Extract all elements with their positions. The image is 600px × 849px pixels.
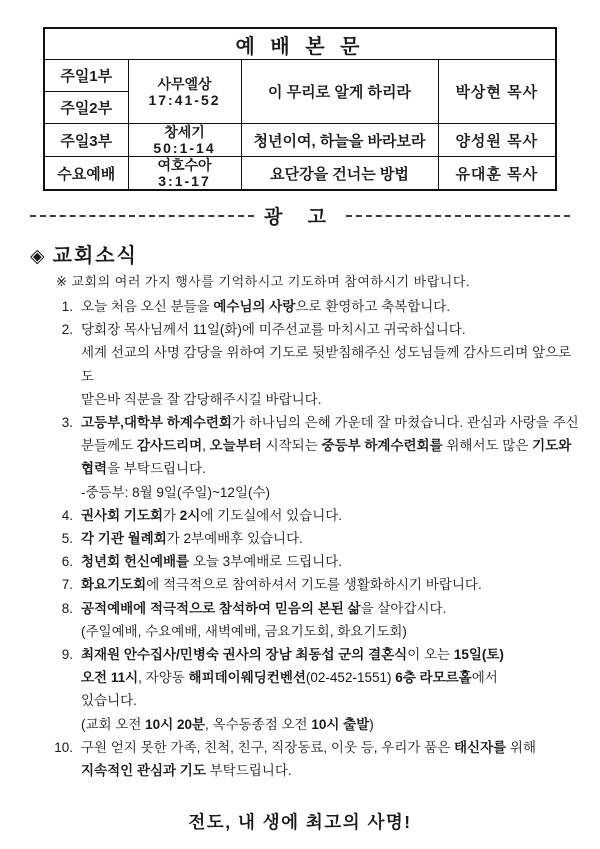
list-item-text: 당회장 목사님께서 11일(화)에 미주선교를 마치시고 귀국하십니다. 세계 선교의 사명 감당을 위하여 기도로 뒷받침해주신 성도님들께 감사드리며 앞으로도 맡은바 직분을 잘 감당해주시길 바랍니다. — [81, 322, 572, 407]
list-item — [46, 504, 582, 527]
church-news-heading — [30, 239, 600, 268]
worship-table-title: 예 배 본 문 — [44, 28, 556, 60]
list-item-text: 화요기도회에 적극적으로 참여하셔서 기도를 생활화하시기 바랍니다. — [81, 577, 482, 593]
list-item-text: 구원 얻지 못한 가족, 친척, 친구, 직장동료, 이웃 등, 우리가 품은 태신자를 위해 지속적인 관심과 기도 부탁드립니다. — [81, 739, 537, 779]
scripture-ref: 17:41-52 — [148, 91, 221, 108]
list-item — [46, 550, 582, 573]
scripture-book: 창세기 — [164, 124, 205, 140]
list-item — [46, 573, 582, 596]
announcements-divider — [30, 202, 570, 229]
worship-table — [43, 27, 557, 191]
dashed-line — [30, 215, 254, 217]
list-item-number: 4. — [61, 507, 73, 523]
list-item-text: 고등부,대학부 하계수련회가 하나님의 은혜 가운데 잘 마쳤습니다. 관심과 사랑을 주신 분들께도 감사드리며, 오늘부터 시작되는 중등부 하계수련회를 위해서도 많은 기도와 협력을 부탁드립니다. -중등부: 8월 9일(주일)~12일(수) — [81, 415, 579, 500]
list-item-number: 9. — [61, 647, 73, 663]
list-item-number: 1. — [61, 299, 73, 314]
preacher-name: 유대훈 목사 — [438, 157, 556, 191]
service-label-wednesday: 수요예배 — [44, 157, 128, 191]
diamond-icon: ◈ — [30, 246, 47, 267]
list-item-number: 7. — [61, 577, 73, 593]
list-item-number: 8. — [61, 600, 73, 616]
list-item-text: 최재원 안수집사/민병숙 권사의 장남 최동섭 군의 결혼식이 오는 15일(토) 오전 11시, 자양동 해피데이웨딩컨벤션(02-452-1551) 6층 라모르홀에서 있습니다. (교회 오전 10시 20분, 옥수동종점 오전 10시 출발) — [81, 647, 504, 732]
preacher-name: 박상현 목사 — [438, 60, 556, 124]
service-label-sunday1: 주일1부 — [44, 60, 128, 92]
list-item — [46, 597, 582, 643]
list-item — [46, 295, 582, 318]
scripture-cell — [128, 60, 241, 124]
list-item-text: 권사회 기도회가 2시에 기도실에서 있습니다. — [81, 507, 343, 523]
list-item-number: 3. — [61, 415, 73, 431]
service-label-sunday2: 주일2부 — [44, 92, 128, 124]
motto: 전도, 내 생에 최고의 사명! — [188, 812, 412, 833]
sermon-title: 청년이여, 하늘을 바라보라 — [241, 124, 438, 157]
news-list — [0, 295, 600, 782]
scripture-cell — [128, 157, 241, 191]
church-news-heading-label: 교회소식 — [52, 245, 138, 267]
service-label-sunday3: 주일3부 — [44, 124, 128, 157]
preacher-name: 양성원 목사 — [438, 124, 556, 157]
scripture-ref: 50:1-14 — [153, 140, 216, 156]
list-item-number: 6. — [61, 554, 73, 570]
scripture-cell — [128, 124, 241, 157]
list-item — [46, 411, 582, 504]
list-item — [46, 318, 582, 411]
list-item — [46, 643, 582, 736]
scripture-book: 여호수아 — [157, 157, 212, 173]
list-item-text: 각 기관 월례회가 2부예배후 있습니다. — [81, 531, 303, 547]
list-item-text: 오늘 처음 오신 분들을 예수님의 사랑으로 환영하고 축복합니다. — [81, 299, 451, 314]
list-item-text: 청년회 헌신예배를 오늘 3부예배로 드립니다. — [81, 554, 343, 570]
sermon-title: 요단강을 건너는 방법 — [241, 157, 438, 191]
list-item-text: 공적예배에 적극적으로 참석하여 믿음의 본된 삶을 살아갑시다. (주일예배, 수요예배, 새벽예배, 금요기도회, 화요기도회) — [81, 600, 447, 639]
announcements-divider-label: 광 고 — [264, 207, 336, 228]
list-item-number: 10. — [54, 739, 73, 755]
list-item-number: 2. — [61, 322, 73, 338]
sermon-title: 이 무리로 알게 하리라 — [241, 60, 438, 124]
list-item-number: 5. — [61, 531, 73, 547]
list-item — [46, 527, 582, 550]
scripture-book: 사무엘상 — [157, 75, 212, 92]
news-note: ※ 교회의 여러 가지 행사를 기억하시고 기도하며 참여하시기 바랍니다. — [56, 274, 471, 289]
scripture-ref: 3:1-17 — [158, 173, 211, 189]
dashed-line — [346, 215, 570, 217]
list-item — [46, 736, 582, 782]
